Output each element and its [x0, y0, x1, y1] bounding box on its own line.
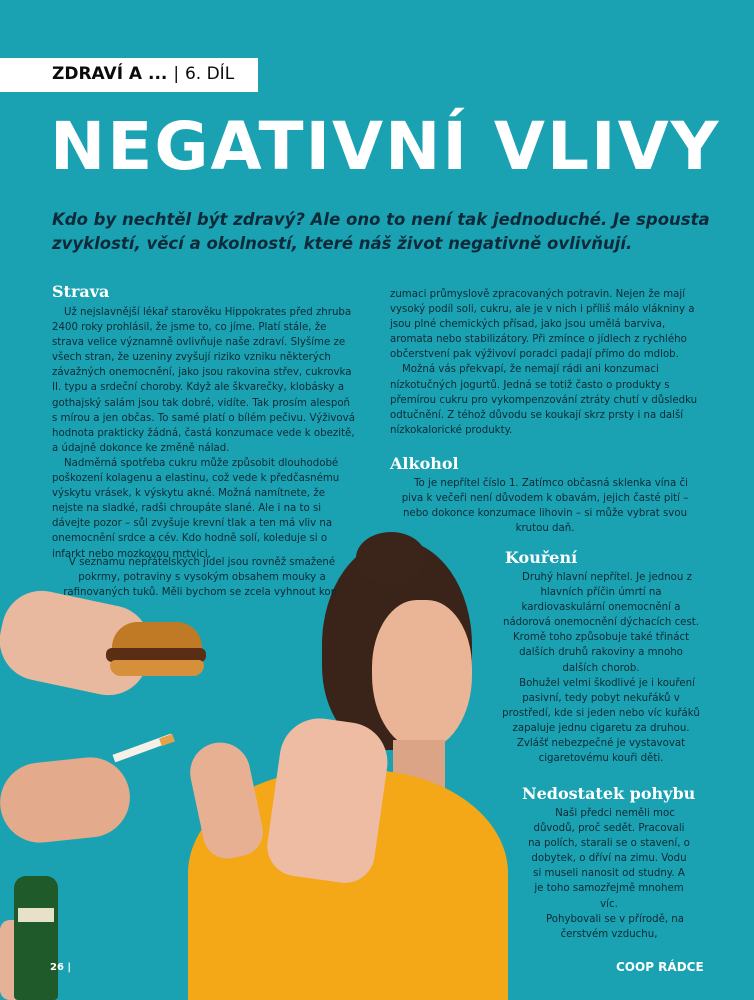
burger-bun-bottom — [110, 660, 204, 676]
koureni-paragraph-1: Druhý hlavní nepřítel. Je jednou z hlavních příčin úmrtí na kardiovaskulární onemocnění a nádorová onemocnění dýchacích cest. Kromě toho způsobuje také třináct dalších druhů rakoviny a mnoho dalších chorob. — [502, 572, 699, 674]
page-title: NEGATIVNÍ VLIVY — [50, 108, 721, 185]
heading-koureni: Kouření — [505, 548, 578, 567]
koureni-paragraph-2: Bohužel velmi škodlivé je i kouření pasivní, tedy pobyt nekuřáků v prostředí, kde si jeden nebo víc kuřáků zapaluje jednu cigaretu za druhou. Zvlášť nebezpečné je vystavovat cigaretovému kouři děti. — [502, 677, 700, 765]
beer-bottle — [14, 876, 58, 1000]
alkohol-paragraph-1: To je nepřítel číslo 1. Zatímco občasná sklenka vína či piva k večeři není důvodem k obavám, jejich časté pití – nebo dokonce konzumace lihovin – si může vybrat svou krutou daň. — [401, 478, 689, 535]
heading-strava: Strava — [52, 282, 110, 301]
series-title: ZDRAVÍ A ... — [52, 64, 168, 84]
koureni-text — [502, 570, 700, 766]
brand-logo: COOP RÁDCE — [616, 960, 704, 974]
arm-holding-cigarette — [0, 753, 134, 846]
pohyb-paragraph-1: Naši předci neměli moc důvodů, proč sedět. Pracovali na polích, starali se o stavení, o dobytek, o dříví na zimu. Vodu si museli nanosit od studny. A je toho samozřejmě mnohem víc. — [528, 808, 690, 910]
alkohol-text — [390, 476, 700, 536]
woman-hair-bun — [356, 532, 426, 584]
pohyb-text — [528, 806, 690, 942]
strava-column-1-end — [52, 555, 352, 600]
series-part: 6. DÍL — [184, 64, 235, 84]
series-separator: | — [173, 64, 180, 84]
series-label — [52, 64, 234, 84]
bottle-label — [18, 908, 54, 922]
heading-alkohol: Alkohol — [390, 454, 459, 473]
page-number: 26 | — [50, 962, 72, 973]
strava-paragraph-4: zumaci průmyslově zpracovaných potravin. Nejen že mají vysoký podíl soli, cukru, ale je v nich i příliš málo vlákniny a jsou plné chemických přísad, jako jsou umělá barviva, aromata nebo stabilizátory. Při zmínce o jídlech z rychlého občerstvení pak výživoví poradci padají přímo do mdlob. — [390, 289, 695, 361]
strava-column-1 — [52, 305, 357, 562]
woman-face — [372, 600, 472, 750]
right-hand-stop — [263, 713, 392, 886]
strava-paragraph-1: Už nejslavnější lékař starověku Hippokrates před zhruba 2400 roky prohlásil, že jsme to, co jíme. Platí stále, že strava velice významně ovlivňuje naše zdraví. Slyšíme ze všech stran, že uzeniny zvyšují riziko vzniku některých závažných onemocnění, jako jsou rakovina střev, cukrovka II. typu a srdeční choroby. Když ale škvarečky, klobásky a gothajský salám jsou tak dobré, vidíte. Tak prosím alespoň s mírou a jen občas. To samé platí o bílém pečivu. Výživová hodnota prakticky žádná, častá konzumace vede k obezitě, a údajně dokonce ke změně nálad. — [52, 307, 355, 454]
lead-paragraph: Kdo by nechtěl být zdravý? Ale ono to není tak jednoduché. Je spousta zvyklostí, věcí a okolností, které náš život negativně ovlivňují. — [52, 210, 710, 253]
heading-pohyb: Nedostatek pohybu — [522, 784, 696, 803]
pohyb-paragraph-2: Pohybovali se v přírodě, na čerstvém vzduchu, — [545, 913, 685, 940]
strava-paragraph-5: Možná vás překvapí, že nemají rádi ani konzumaci nízkotučných jogurtů. Jedná se totiž často o produkty s přemírou cukru pro vykompenzování ztráty chutí v důsledku odtučnění. Z téhož důvodu se koukají skrz prsty i na další nízkokalorické produkty. — [390, 364, 698, 436]
strava-column-2 — [390, 287, 700, 438]
strava-paragraph-2: Nadměrná spotřeba cukru může způsobit dlouhodobé poškození kolagenu a elastinu, což vede k předčasnému výskytu vrásek, k výskytu akné. Možná namítnete, že nejste na sladké, radši chroupáte slané. Ale i na to si dávejte pozor – sůl zvyšuje krevní tlak a ten má vliv na onemocnění srdce a cév. Kdo hodně solí, koleduje si o infarkt nebo mozkovou mrtvici. — [52, 457, 340, 560]
strava-paragraph-3: V seznamu nepřátelských jídel jsou rovněž smažené pokrmy, potraviny s vysokým obsahem mouky a rafinovaných tuků. Měli bychom se zcela vyhnout kon- — [63, 557, 341, 599]
